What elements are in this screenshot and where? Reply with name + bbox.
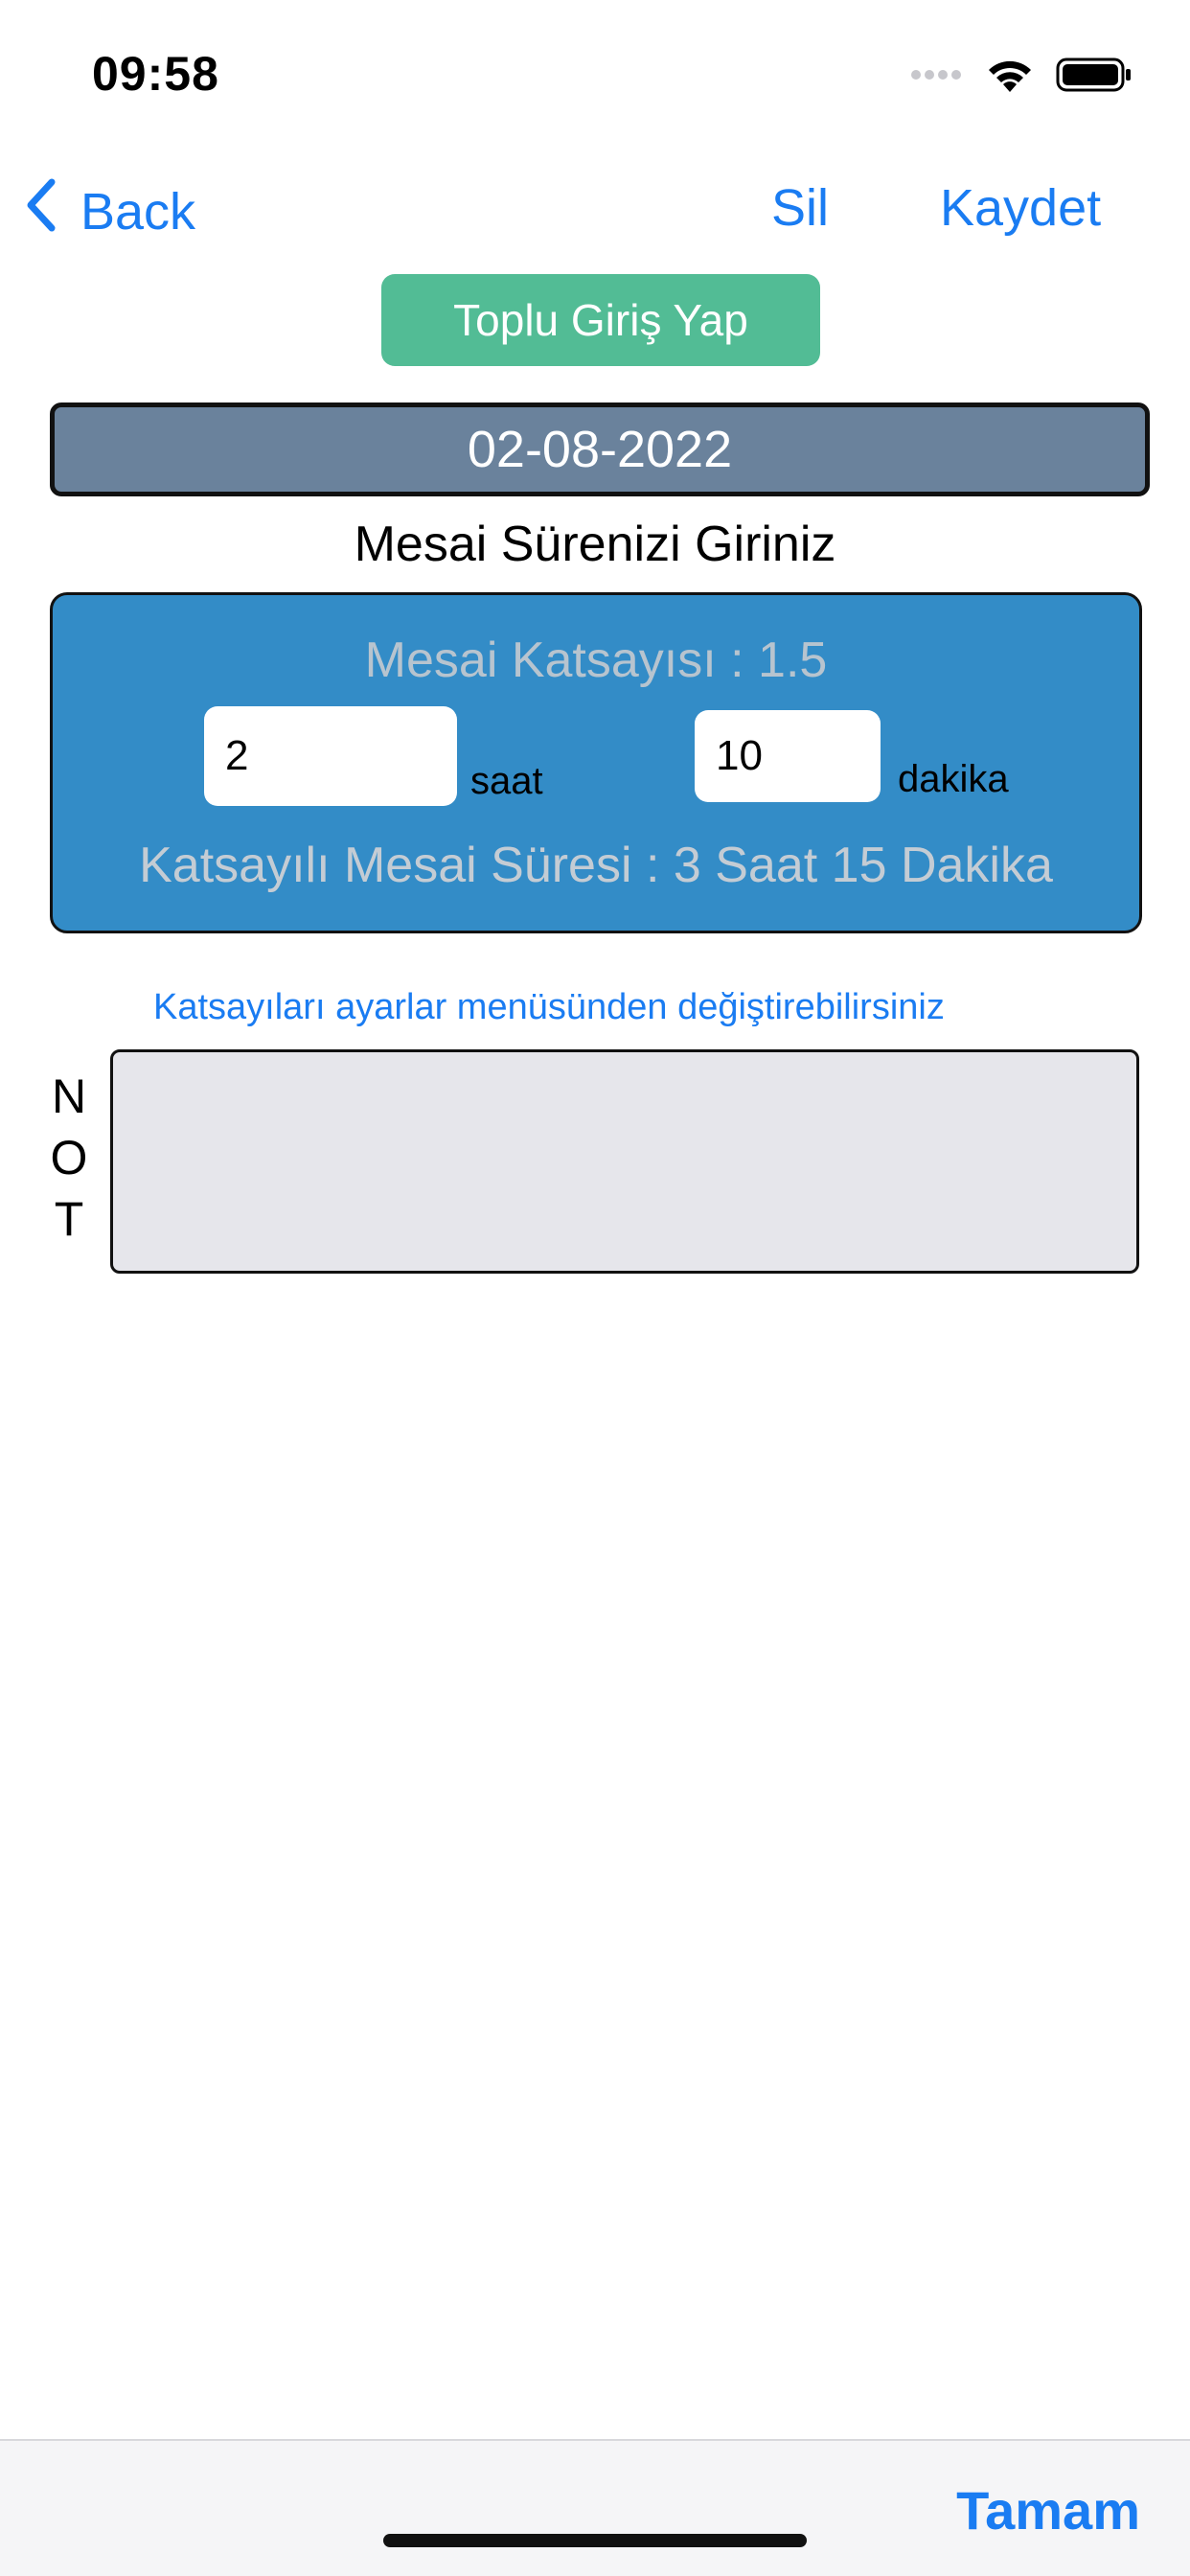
status-icons — [910, 56, 1133, 99]
note-label — [50, 1066, 88, 1250]
bulk-entry-button[interactable]: Toplu Giriş Yap — [381, 274, 820, 366]
cellular-signal-icon — [910, 67, 964, 87]
save-button[interactable]: Kaydet — [940, 179, 1102, 237]
chevron-left-icon — [25, 176, 80, 246]
date-field[interactable]: 02-08-2022 — [50, 402, 1150, 496]
back-label: Back — [80, 182, 196, 241]
done-button[interactable]: Tamam — [956, 2480, 1140, 2541]
note-label-letter: O — [50, 1131, 88, 1184]
back-button[interactable] — [25, 176, 195, 246]
wifi-icon — [985, 56, 1035, 99]
status-time: 09:58 — [92, 47, 219, 101]
page-heading: Mesai Sürenizi Giriniz — [354, 517, 836, 572]
weighted-overtime-result: Katsayılı Mesai Süresi : 3 Saat 15 Dakika — [139, 838, 1053, 893]
battery-icon — [1056, 56, 1133, 99]
minutes-unit-label: dakika — [898, 758, 1009, 800]
home-indicator[interactable] — [383, 2534, 807, 2547]
settings-hint: Katsayıları ayarlar menüsünden değiştirebilirsiniz — [153, 987, 945, 1027]
overtime-panel — [50, 592, 1142, 933]
note-textarea[interactable] — [110, 1049, 1139, 1274]
minutes-input[interactable]: 10 — [695, 710, 881, 802]
keyboard-toolbar — [0, 2439, 1190, 2576]
hours-input[interactable]: 2 — [204, 706, 457, 806]
note-label-letter: N — [51, 1070, 87, 1123]
delete-button[interactable]: Sil — [771, 179, 830, 237]
note-label-letter: T — [54, 1192, 84, 1246]
coefficient-text: Mesai Katsayısı : 1.5 — [364, 632, 828, 688]
hours-unit-label: saat — [470, 760, 543, 802]
